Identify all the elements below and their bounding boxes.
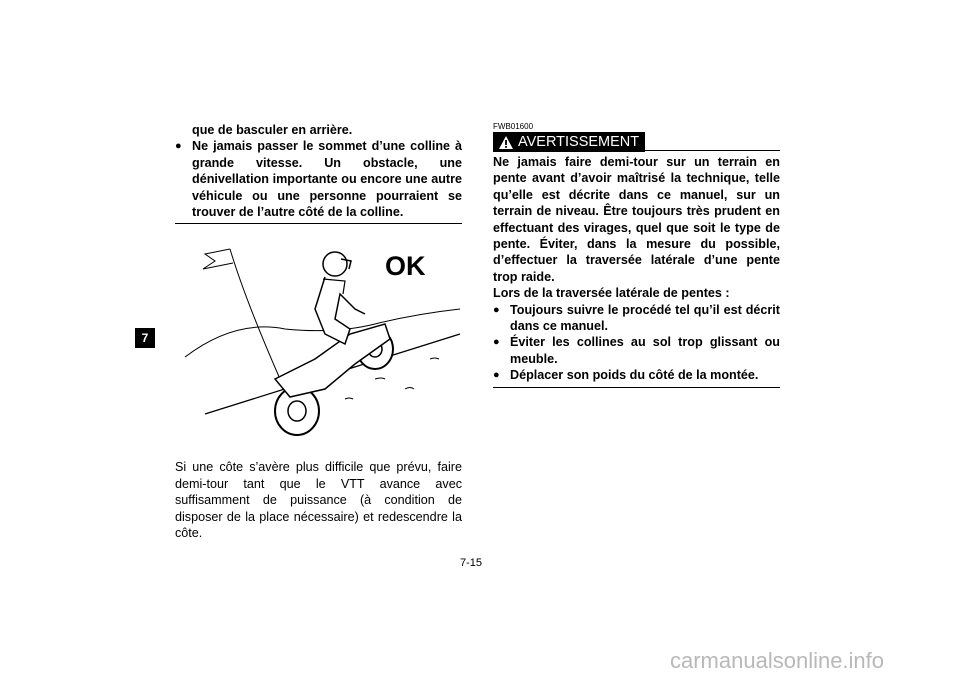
warning-continuation	[175, 122, 462, 220]
right-column	[493, 122, 780, 388]
warning-header-line	[645, 150, 780, 151]
bullet-icon: ●	[493, 336, 500, 349]
body-paragraph: Si une côte s’avère plus difficile que prévu, faire demi-tour tant que le VTT avance avec suffisamment de puissance (à condition de disposer de la place nécessaire) et redescendre la côte.	[175, 460, 462, 541]
bullet-text: Déplacer son poids du côté de la montée.	[510, 368, 759, 383]
bullet-text: Éviter les collines au sol trop glissant ou meuble.	[510, 335, 780, 366]
warning-end-rule	[493, 387, 780, 388]
ok-label: OK	[385, 251, 426, 282]
warning-header	[493, 132, 780, 152]
warning-body	[493, 154, 780, 384]
warning-badge	[493, 132, 645, 152]
bullet-item	[175, 138, 462, 220]
continued-line: que de basculer en arrière.	[192, 123, 353, 137]
bullet-text: Toujours suivre le procédé tel qu’il est décrit dans ce manuel.	[510, 302, 780, 334]
bullet-icon: ●	[175, 140, 182, 153]
warning-paragraph: Ne jamais faire demi-tour sur un terrain en pente avant d’avoir maîtrisé la technique, telle qu’elle est décrite dans ce manuel, sur un terrain de niveau. Être toujours très prudent en effectuant des virages, quel que soit le type de pente. Éviter, dans la mesure du possible, d’effectuer la traversée latérale d’une pente trop raide.	[493, 155, 780, 284]
bullet-item	[493, 367, 780, 383]
bullet-item	[493, 302, 780, 335]
warning-label: AVERTISSEMENT	[518, 134, 640, 150]
watermark: carmanualsonline.info	[670, 648, 885, 673]
bullet-item	[493, 334, 780, 367]
chapter-tab: 7	[135, 328, 155, 348]
warning-end-rule	[175, 223, 462, 224]
bullet-icon: ●	[493, 303, 500, 316]
reference-code: FWB01600	[493, 122, 534, 131]
bullet-icon: ●	[493, 369, 500, 382]
bullet-text: Ne jamais passer le sommet d’une colline à grande vitesse. Un obstacle, une dénivellation importante ou encore une autre véhicule ou une personne pourraient se trouver de l’autre côté de la colline.	[192, 139, 462, 220]
left-column	[175, 122, 462, 541]
warning-intro: Lors de la traversée latérale de pentes :	[493, 286, 730, 301]
warning-triangle-icon	[498, 135, 514, 150]
page-number: 7-15	[460, 557, 483, 569]
atv-hill-illustration	[175, 239, 462, 439]
